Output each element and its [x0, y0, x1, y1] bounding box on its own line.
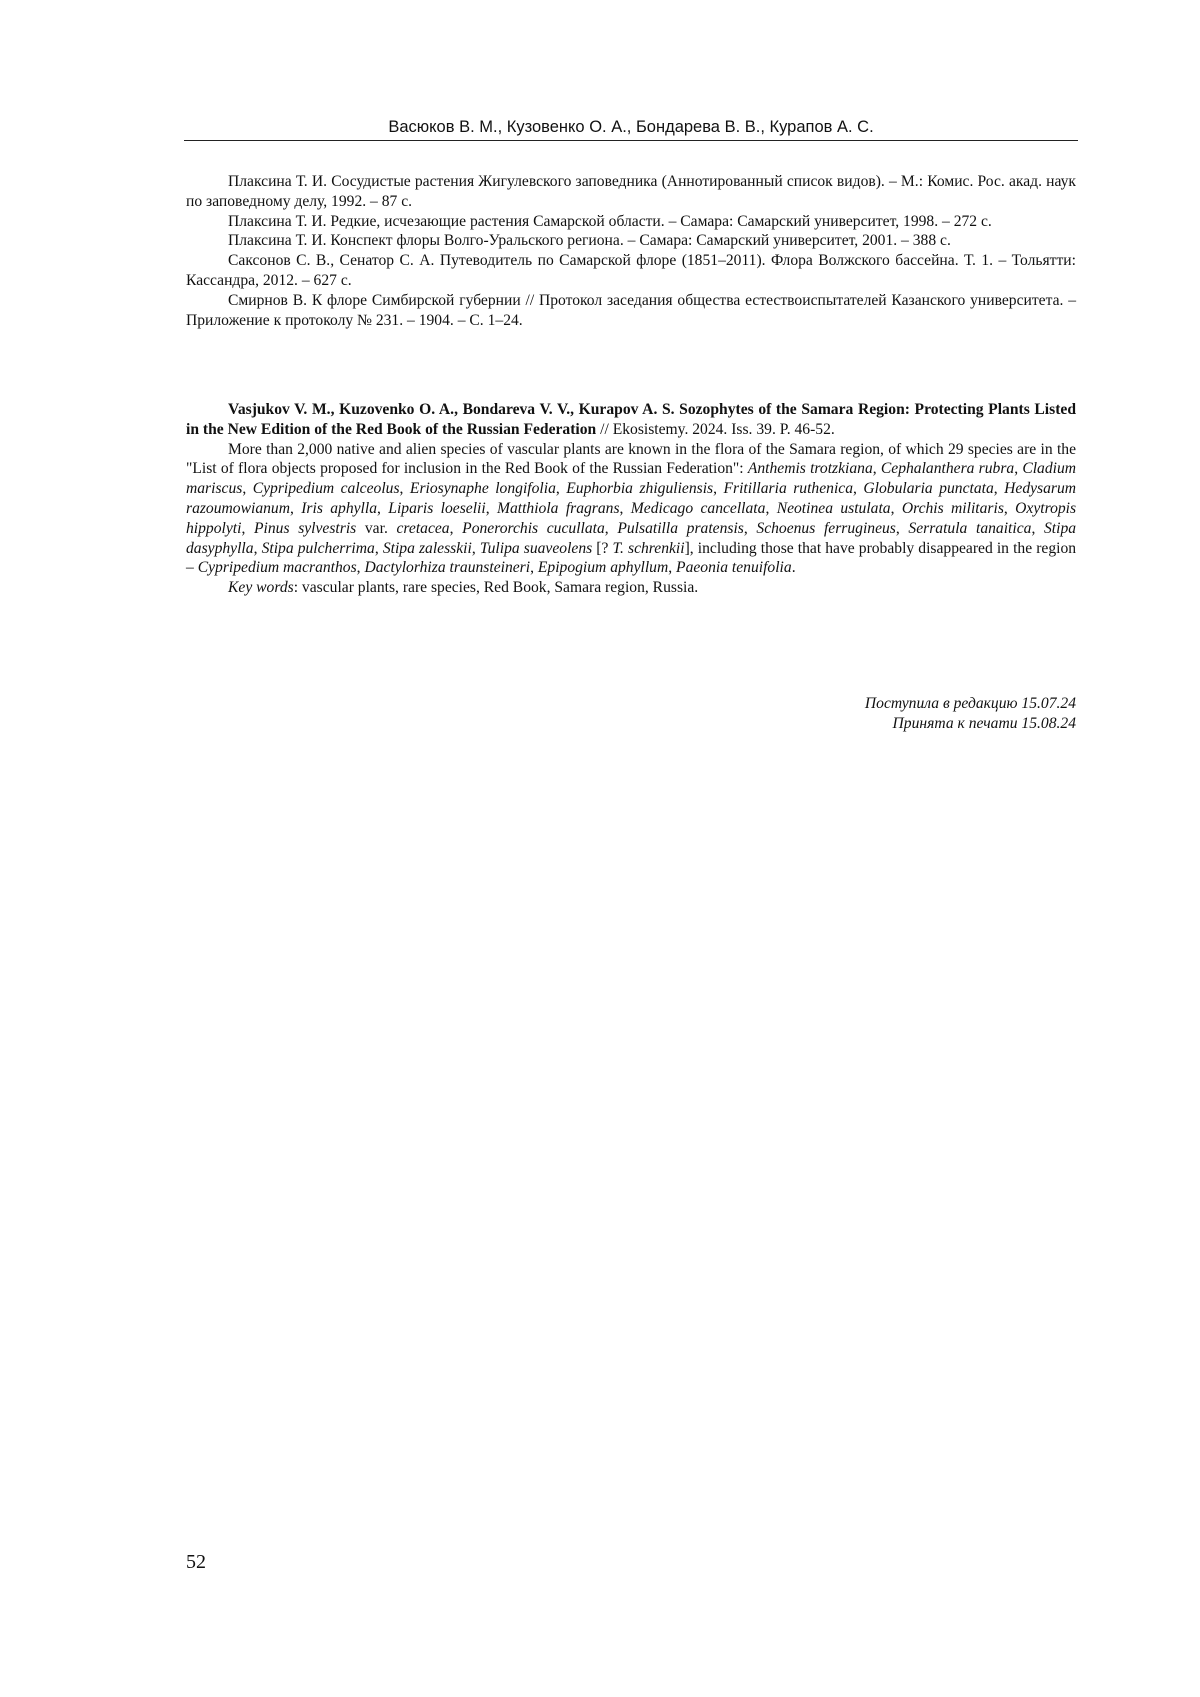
- species-separator: ,: [895, 519, 909, 537]
- species-separator: ,: [1031, 519, 1044, 537]
- abstract-keywords: [186, 578, 1076, 598]
- citation-source: // Ekosistemy. 2024. Iss. 39. P. 46-52.: [596, 420, 835, 438]
- species-name: Orchis militaris: [901, 499, 1004, 517]
- reference-list: [186, 172, 1076, 330]
- editorial-dates: [700, 694, 1076, 734]
- species-name: T. schrenkii: [612, 539, 685, 557]
- species-separator: [?: [592, 539, 613, 557]
- species-separator: ,: [604, 519, 618, 537]
- abstract-body: [186, 440, 1076, 579]
- species-separator: ,: [1014, 460, 1023, 478]
- species-name: Medicago cancellata: [630, 499, 766, 517]
- keywords-text: : vascular plants, rare species, Red Book, Samara region, Russia.: [293, 579, 699, 597]
- species-separator: ,: [485, 499, 497, 517]
- species-name: Eriosynaphe longifolia: [409, 480, 556, 498]
- citation-authors-title: Vasjukov V. M., Kuzovenko O. A., Bondareva V. V., Kurapov A. S. Sozophytes of the Samara Region: Protecting Plants Listed in the New Edition of the Red Book of the Russian Federation: [186, 401, 1076, 438]
- species-name: Cladium mariscus: [186, 460, 1077, 498]
- species-name: Dactylorhiza traunsteineri: [364, 559, 531, 577]
- species-separator: ,: [872, 460, 881, 478]
- species-separator: ,: [377, 499, 389, 517]
- species-separator: ,: [530, 559, 538, 577]
- species-separator: ,: [713, 480, 724, 498]
- species-separator: ,: [619, 499, 631, 517]
- species-separator: ,: [241, 519, 255, 537]
- accepted-date: Принята к печати 15.08.24: [892, 714, 1076, 732]
- species-name: Stipa dasyphylla: [186, 519, 1077, 557]
- species-name: Stipa zalesskii: [382, 539, 472, 557]
- reference-item: Смирнов В. К флоре Симбирской губернии // Протокол заседания общества естествоиспытателей Казанского университета. – Приложение к протоколу № 231. – 1904. – С. 1–24.: [186, 291, 1076, 329]
- species-name: Neotinea ustulata: [776, 499, 891, 517]
- abstract-intro: More than 2,000 native and alien species of vascular plants are known in the flora of the Samara region, of which 29 species are in the "List of flora objects proposed for inclusion in the Red Book of the Russian Federation":: [186, 440, 1076, 478]
- species-name: Euphorbia zhiguliensis: [566, 480, 714, 498]
- abstract-citation: [186, 400, 1076, 440]
- species-separator: ,: [253, 539, 262, 557]
- keywords-label: Key words: [228, 579, 294, 597]
- species-name: Cypripedium calceolus: [252, 480, 400, 498]
- species-name: Ponerorchis cucullata: [462, 519, 605, 537]
- reference-item: Плаксина Т. И. Сосудистые растения Жигулевского заповедника (Аннотированный список видов). – М.: Комис. Рос. акад. наук по заповедному делу, 1992. – 87 с.: [186, 173, 1076, 210]
- species-separator: ,: [890, 499, 902, 517]
- species-list: [186, 460, 1076, 576]
- species-name: Anthemis trotzkiana: [747, 460, 873, 478]
- received-date: Поступила в редакцию 15.07.24: [864, 695, 1076, 712]
- species-name: Pulsatilla pratensis: [617, 519, 744, 537]
- species-name: Serratula tanaitica: [908, 519, 1032, 537]
- species-name: Cephalanthera rubra: [880, 460, 1015, 478]
- reference-item: Плаксина Т. И. Редкие, исчезающие растения Самарской области. – Самара: Самарский университет, 1998. – 272 с.: [228, 212, 992, 230]
- species-separator: .: [791, 559, 796, 577]
- species-name: Iris aphylla: [301, 499, 378, 517]
- english-abstract: [186, 400, 1076, 598]
- species-separator: ,: [993, 480, 1005, 498]
- running-head-authors: Васюков В. М., Кузовенко О. А., Бондарева В. В., Курапов А. С.: [388, 118, 874, 136]
- header-rule: [184, 140, 1078, 141]
- species-name: Stipa pulcherrima: [261, 539, 375, 557]
- species-name: Pinus sylvestris: [254, 519, 357, 537]
- species-name: Cypripedium macranthos: [197, 559, 357, 577]
- species-separator: ,: [399, 480, 410, 498]
- species-separator: ,: [743, 519, 757, 537]
- species-separator: ,: [853, 480, 864, 498]
- species-name: Hedysarum razoumowianum: [186, 480, 1077, 517]
- species-separator: ,: [356, 559, 365, 577]
- species-name: Oxytropis hippolyti: [186, 499, 1077, 537]
- species-separator: ,: [1003, 499, 1016, 517]
- species-name: Schoenus ferrugineus: [756, 519, 896, 537]
- species-name: Tulipa suaveolens: [479, 539, 593, 557]
- species-separator: ,: [449, 519, 463, 537]
- page-number: 52: [186, 1551, 206, 1573]
- reference-item: Саксонов С. В., Сенатор С. А. Путеводитель по Самарской флоре (1851–2011). Флора Волжского бассейна. Т. 1. – Тольятти: Кассандра, 2012. – 627 с.: [186, 252, 1076, 289]
- species-name: Liparis loeselii: [388, 499, 486, 517]
- reference-item: Плаксина Т. И. Конспект флоры Волго-Уральского региона. – Самара: Самарский университет, 2001. – 388 с.: [228, 232, 951, 250]
- species-separator: ,: [765, 499, 777, 517]
- species-separator: ,: [374, 539, 383, 557]
- species-name: Fritillaria ruthenica: [723, 480, 853, 498]
- species-name: cretacea: [396, 519, 450, 537]
- species-separator: ,: [242, 480, 253, 498]
- species-name: Matthiola fragrans: [496, 499, 620, 517]
- species-separator: var.: [356, 519, 397, 537]
- species-name: Globularia punctata: [863, 480, 994, 498]
- species-name: Epipogium aphyllum: [537, 559, 669, 577]
- species-separator: ,: [668, 559, 677, 577]
- species-separator: ,: [555, 480, 567, 498]
- species-separator: ,: [471, 539, 480, 557]
- species-name: Paeonia tenuifolia: [676, 559, 792, 577]
- species-separator: ,: [289, 499, 302, 517]
- species-separator: ], including those that have probably disappeared in the region –: [186, 539, 1077, 577]
